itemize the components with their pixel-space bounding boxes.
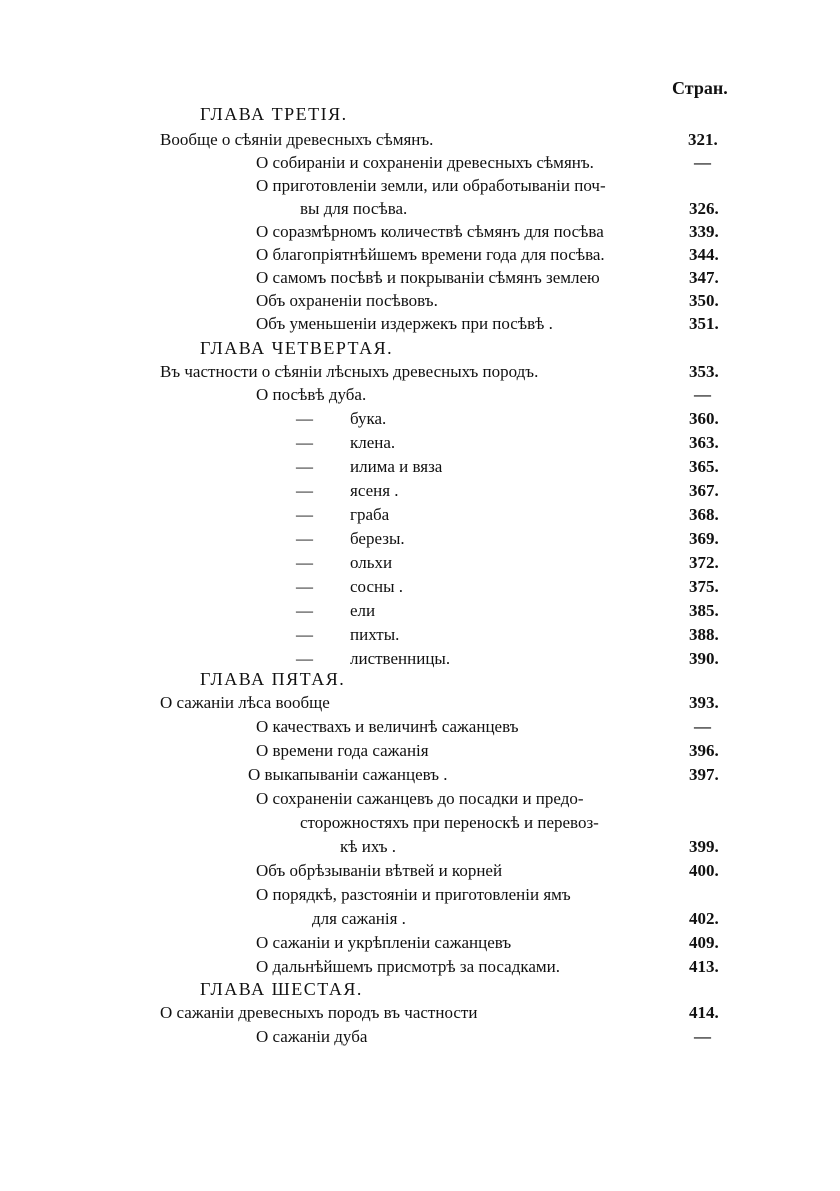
toc-entry: О самомъ посѣвѣ и покрываніи сѣмянъ землею bbox=[256, 268, 600, 287]
toc-page-number: 399. bbox=[689, 837, 719, 856]
toc-page-number: — bbox=[694, 717, 711, 736]
ditto-dash: — bbox=[296, 481, 313, 500]
toc-entry-continuation: вы для посѣва. bbox=[300, 199, 408, 218]
toc-entry: Объ уменьшеніи издержекъ при посѣвѣ . bbox=[256, 314, 553, 333]
toc-page-number: 414. bbox=[689, 1003, 719, 1022]
toc-entry: Объ обрѣзываніи вѣтвей и корней bbox=[256, 861, 503, 880]
toc-entry: О сохраненіи сажанцевъ до посадки и предо- bbox=[256, 789, 584, 808]
toc-entry: сосны . bbox=[350, 577, 404, 596]
toc-entry-continuation: для сажанія . bbox=[312, 909, 406, 928]
toc-entry: илима и вяза bbox=[350, 457, 443, 476]
chapter-heading-5: ГЛАВА ПЯТАЯ. bbox=[200, 669, 346, 689]
chapter-heading-6: ГЛАВА ШЕСТАЯ. bbox=[200, 979, 363, 999]
toc-page-number: 388. bbox=[689, 625, 719, 644]
toc-page-number: 375. bbox=[689, 577, 719, 596]
toc-page-number: 367. bbox=[689, 481, 719, 500]
toc-entry: Въ частности о сѣяніи лѣсныхъ древесныхъ породъ. bbox=[160, 362, 539, 381]
toc-page-number: 321. bbox=[688, 130, 718, 149]
toc-entry: О времени года сажанія bbox=[256, 741, 429, 760]
toc-entry: О сажаніи дуба bbox=[256, 1027, 368, 1046]
toc-page-number: 344. bbox=[689, 245, 719, 264]
toc-entry: О приготовленіи земли, или обработываніи поч- bbox=[256, 176, 606, 195]
toc-entry: граба bbox=[350, 505, 390, 524]
toc-page-number: 350. bbox=[689, 291, 719, 310]
toc-page-number: 347. bbox=[689, 268, 719, 287]
toc-entry: клена. bbox=[350, 433, 396, 452]
toc-page-number: 409. bbox=[689, 933, 719, 952]
ditto-dash: — bbox=[296, 433, 313, 452]
toc-entry: О соразмѣрномъ количествѣ сѣмянъ для посѣва bbox=[256, 222, 604, 241]
toc-entry: березы. bbox=[350, 529, 405, 548]
ditto-dash: — bbox=[296, 601, 313, 620]
toc-entry: Вообще о сѣяніи древесныхъ сѣмянъ. bbox=[160, 130, 434, 149]
toc-entry: бука. bbox=[350, 409, 387, 428]
toc-page-number: — bbox=[694, 153, 711, 172]
ditto-dash: — bbox=[296, 625, 313, 644]
page-column-label: Стран. bbox=[672, 78, 728, 98]
toc-page-number: 353. bbox=[689, 362, 719, 381]
toc-entry: ясеня . bbox=[350, 481, 399, 500]
toc-page-number: 385. bbox=[689, 601, 719, 620]
toc-page-number: 393. bbox=[689, 693, 719, 712]
chapter-heading-3: ГЛАВА ТРЕТІЯ. bbox=[200, 104, 348, 124]
toc-entry: О сажаніи древесныхъ породъ въ частности bbox=[160, 1003, 478, 1022]
toc-entry-continuation: сторожностяхъ при переноскѣ и перевоз- bbox=[300, 813, 599, 832]
toc-entry: О порядкѣ, разстояніи и приготовленіи ямъ bbox=[256, 885, 571, 904]
toc-page-number: 390. bbox=[689, 649, 719, 668]
toc-page-number: 363. bbox=[689, 433, 719, 452]
toc-page-number: 369. bbox=[689, 529, 719, 548]
toc-page-number: 365. bbox=[689, 457, 719, 476]
toc-entry: О сажаніи и укрѣпленіи сажанцевъ bbox=[256, 933, 512, 952]
ditto-dash: — bbox=[296, 409, 313, 428]
ditto-dash: — bbox=[296, 553, 313, 572]
toc-entry: О собираніи и сохраненіи древесныхъ сѣмянъ. bbox=[256, 153, 594, 172]
toc-page-number: 339. bbox=[689, 222, 719, 241]
toc-entry: О сажаніи лѣса вообще bbox=[160, 693, 330, 712]
ditto-dash: — bbox=[296, 529, 313, 548]
toc-page-number: 351. bbox=[689, 314, 719, 333]
ditto-dash: — bbox=[296, 505, 313, 524]
toc-page-number: 413. bbox=[689, 957, 719, 976]
toc-page-number: 326. bbox=[689, 199, 719, 218]
toc-page-number: 400. bbox=[689, 861, 719, 880]
chapter-heading-4: ГЛАВА ЧЕТВЕРТАЯ. bbox=[200, 338, 394, 358]
toc-entry: О посѣвѣ дуба. bbox=[256, 385, 367, 404]
ditto-dash: — bbox=[296, 577, 313, 596]
toc-entry: О дальнѣйшемъ присмотрѣ за посадками. bbox=[256, 957, 560, 976]
toc-entry: О качествахъ и величинѣ сажанцевъ bbox=[256, 717, 519, 736]
toc-entry: ели bbox=[350, 601, 376, 620]
toc-entry: Объ охраненіи посѣвовъ. bbox=[256, 291, 438, 310]
ditto-dash: — bbox=[296, 457, 313, 476]
toc-page-number: 402. bbox=[689, 909, 719, 928]
toc-entry: лиственницы. bbox=[350, 649, 451, 668]
toc-entry: ольхи bbox=[350, 553, 393, 572]
toc-page-number: 368. bbox=[689, 505, 719, 524]
toc-page-number: — bbox=[694, 1027, 711, 1046]
ditto-dash: — bbox=[296, 649, 313, 668]
toc-page-number: — bbox=[694, 385, 711, 404]
toc-page-number: 397. bbox=[689, 765, 719, 784]
toc-entry: О выкапываніи сажанцевъ . bbox=[248, 765, 448, 784]
toc-entry: О благопріятнѣйшемъ времени года для посѣва. bbox=[256, 245, 605, 264]
toc-entry-continuation: кѣ ихъ . bbox=[340, 837, 396, 856]
toc-entry: пихты. bbox=[350, 625, 400, 644]
toc-page-number: 396. bbox=[689, 741, 719, 760]
toc-page-number: 360. bbox=[689, 409, 719, 428]
toc-page-number: 372. bbox=[689, 553, 719, 572]
